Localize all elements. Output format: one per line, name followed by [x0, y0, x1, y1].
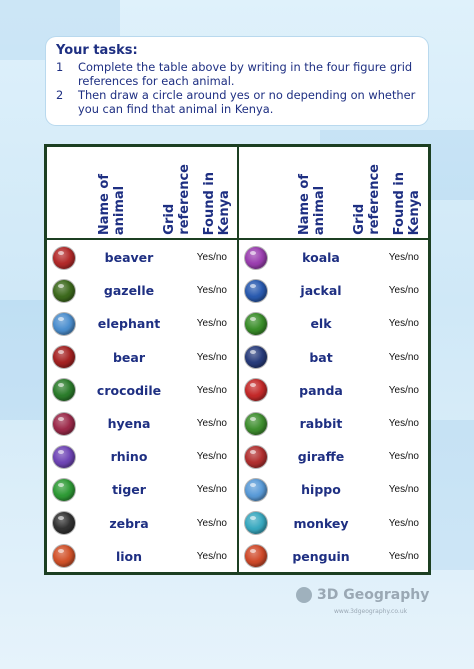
yes-no-option[interactable]: Yes/no — [388, 418, 419, 429]
brand-logo — [296, 587, 429, 603]
elephant-icon — [53, 313, 75, 335]
header-found-left: Found in Kenya — [202, 171, 232, 235]
table-row — [47, 407, 237, 440]
table-row — [239, 341, 429, 374]
animal-name: panda — [299, 382, 343, 398]
elk-icon — [245, 313, 267, 335]
yes-no-option[interactable]: Yes/no — [388, 550, 419, 562]
tiger-icon — [53, 479, 75, 501]
yes-no-option[interactable]: Yes/no — [196, 517, 227, 529]
tasks-title: Your tasks: — [56, 43, 138, 58]
table-row — [239, 540, 429, 573]
table-row — [239, 440, 429, 473]
hippo-icon — [245, 479, 267, 501]
animal-name: elk — [310, 316, 332, 332]
gazelle-icon — [53, 280, 75, 302]
jackal-icon — [245, 280, 267, 302]
task-text: Complete the table above by writing in the four figure grid references for each animal. — [78, 60, 413, 88]
table-row — [239, 374, 429, 407]
animal-name: beaver — [104, 250, 154, 265]
animal-name: bear — [112, 349, 146, 365]
table-row — [47, 307, 237, 340]
animal-name: rhino — [110, 449, 148, 465]
yes-no-option[interactable]: Yes/no — [388, 318, 419, 330]
tasks-box — [46, 37, 428, 125]
monkey-icon — [245, 512, 267, 534]
table-row — [47, 507, 237, 540]
animal-name: hippo — [301, 482, 341, 498]
yes-no-option[interactable]: Yes/no — [196, 318, 227, 330]
yes-no-option[interactable]: Yes/no — [388, 285, 419, 297]
animal-name: monkey — [293, 515, 349, 531]
yes-no-option[interactable]: Yes/no — [196, 351, 227, 363]
yes-no-option[interactable]: Yes/no — [196, 384, 227, 396]
brand-name: 3D Geography — [317, 587, 430, 603]
header-divider — [47, 238, 428, 240]
task-item — [56, 88, 418, 116]
bat-icon — [245, 346, 267, 368]
header-name-right: Name of animal — [297, 173, 327, 235]
table-row — [239, 407, 429, 440]
table-row — [239, 307, 429, 340]
table-row — [47, 540, 237, 573]
table-row — [47, 440, 237, 473]
yes-no-option[interactable]: Yes/no — [388, 351, 419, 363]
rhino-icon — [53, 446, 75, 468]
yes-no-option[interactable]: Yes/no — [196, 252, 227, 263]
crocodile-icon — [53, 379, 75, 401]
animal-table — [44, 144, 431, 575]
animal-name: crocodile — [96, 382, 162, 398]
yes-no-option[interactable]: Yes/no — [388, 484, 419, 496]
header-grid-left: Grid reference — [162, 164, 192, 235]
animal-name: penguin — [292, 548, 350, 564]
yes-no-option[interactable]: Yes/no — [196, 418, 227, 429]
task-number: 1 — [56, 60, 64, 74]
header-grid-right: Grid reference — [352, 164, 382, 235]
brand-site: www.3dgeography.co.uk — [334, 608, 408, 615]
koala-icon — [245, 247, 267, 269]
giraffe-icon — [245, 446, 267, 468]
animal-name: zebra — [109, 515, 149, 531]
table-row — [47, 374, 237, 407]
animal-name: gazelle — [103, 283, 155, 299]
rabbit-icon — [245, 413, 267, 435]
penguin-icon — [245, 545, 267, 567]
hyena-icon — [53, 413, 75, 435]
animal-name: lion — [115, 548, 143, 564]
animal-name: jackal — [300, 283, 342, 299]
zebra-icon — [53, 512, 75, 534]
yes-no-option[interactable]: Yes/no — [388, 384, 419, 396]
animal-name: giraffe — [297, 449, 345, 465]
yes-no-option[interactable]: Yes/no — [196, 550, 227, 562]
yes-no-option[interactable]: Yes/no — [196, 285, 227, 297]
animal-name: koala — [302, 250, 340, 265]
yes-no-option[interactable]: Yes/no — [196, 484, 227, 496]
table-row — [239, 241, 429, 274]
yes-no-option[interactable]: Yes/no — [388, 252, 419, 263]
header-found-right: Found in Kenya — [392, 171, 422, 235]
bear-icon — [53, 346, 75, 368]
beaver-icon — [53, 247, 75, 269]
yes-no-option[interactable]: Yes/no — [388, 451, 419, 463]
yes-no-option[interactable]: Yes/no — [388, 517, 419, 529]
background-square — [431, 420, 474, 570]
table-row — [239, 274, 429, 307]
lion-icon — [53, 545, 75, 567]
panda-icon — [245, 379, 267, 401]
table-row — [47, 241, 237, 274]
task-text: Then draw a circle around yes or no depending on whether you can find that animal in Kenya. — [78, 88, 416, 116]
table-row — [47, 341, 237, 374]
globe-icon — [296, 587, 312, 603]
animal-name: elephant — [97, 316, 161, 332]
yes-no-option[interactable]: Yes/no — [196, 451, 227, 463]
table-row — [47, 473, 237, 506]
table-row — [239, 473, 429, 506]
animal-name: tiger — [112, 482, 146, 498]
task-item — [56, 60, 418, 88]
table-row — [239, 507, 429, 540]
animal-name: bat — [309, 349, 333, 365]
table-row — [47, 274, 237, 307]
header-name-left: Name of animal — [97, 173, 127, 235]
background-square — [0, 300, 44, 420]
task-number: 2 — [56, 88, 64, 102]
animal-name: rabbit — [299, 416, 343, 431]
animal-name: hyena — [107, 416, 151, 431]
